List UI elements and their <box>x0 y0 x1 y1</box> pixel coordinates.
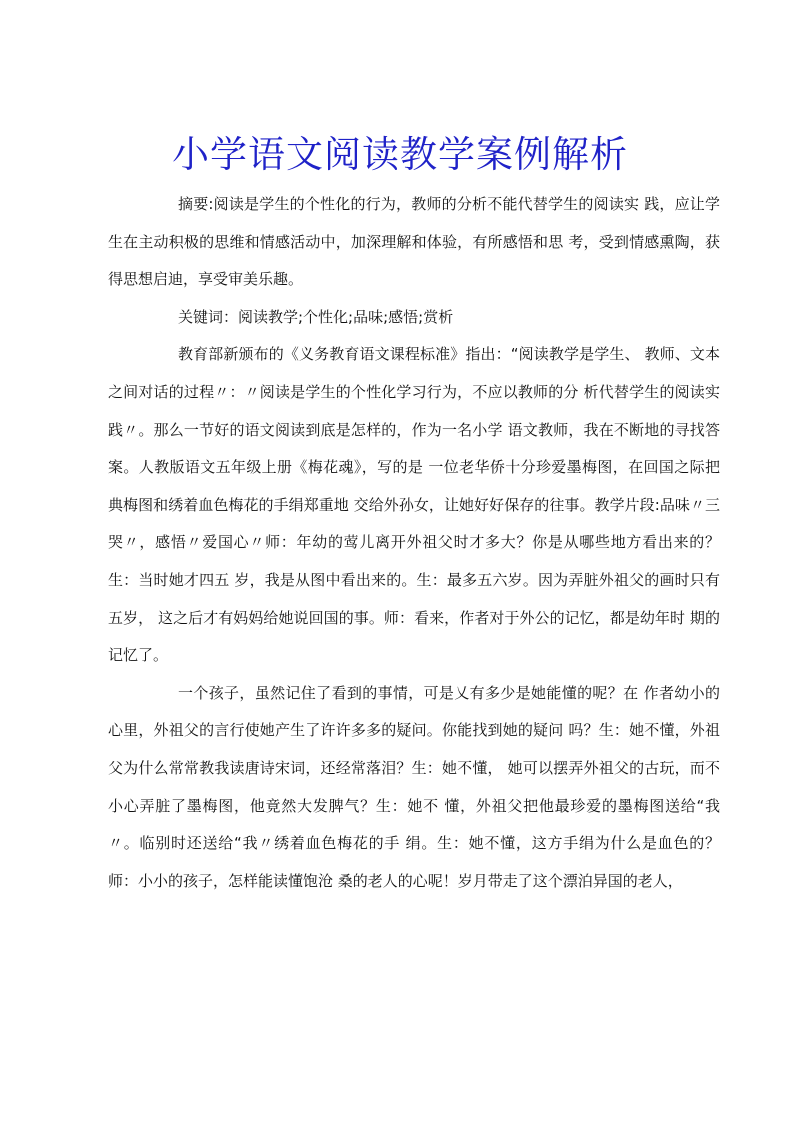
body-paragraph-2: 一个孩子，虽然记住了看到的事情，可是乂有多少是她能懂的呢？在 作者幼小的心里，外祖父的言行使她产生了许许多多的疑问。你能找到她的疑问 吗？生：她不懂，外祖父为什么常常教我读唐诗宋词，还经常落泪？生：她不懂， 她可以摆弄外祖父的古玩，而不小心弄脏了墨梅图，他竟然大发脾气？生：她不 懂，外祖父把他最珍爱的墨梅图送给“我〃。临别时还送给“我〃绣着血色梅花的手 绢。生：她不懂，这方手绢为什么是血色的？师：小小的孩子，怎样能读懂饱沧 桑的老人的心呢！岁月带走了这个漂泊异国的老人， <box>108 683 720 890</box>
abstract-paragraph: 摘要:阅读是学生的个性化的行为，教师的分析不能代替学生的阅读实 践，应让学生在主动积极的思维和情感活动中，加深理解和体验，有所感悟和思 考，受到情感熏陶，获得思想启迪，享受审美乐趣。 <box>108 195 720 289</box>
body-paragraph-1: 教育部新颁布的《义务教育语文课程标准》指出：“阅读教学是学生、 教师、文本之间对话的过程〃：〃阅读是学生的个性化学习行为，不应以教师的分 析代替学生的阅读实践〃。那么一节好的语文阅读到底是怎样的，作为一名小学 语文教师，我在不断地的寻找答案。人教版语文五年级上册《梅花魂》，写的是 一位老华侨十分珍爱墨梅图，在回国之际把典梅图和绣着血色梅花的手绢郑重地 交给外孙女，让她好好保存的往事。教学片段:品味〃三哭〃，感悟〃爱国心〃师：年幼的莺儿离开外祖父时才多大？你是从哪些地方看出来的？生：当时她才四五 岁，我是从图中看出来的。生：最多五六岁。因为弄脏外祖父的画时只有五岁， 这之后才有妈妈给她说回国的事。师：看来，作者对于外公的记忆，都是幼年时 期的记忆了。 <box>108 345 720 665</box>
keywords-paragraph: 关键词：阅读教学;个性化;品味;感悟;赏析 <box>178 307 454 326</box>
document-title: 小学语文阅读教学案例解析 <box>172 133 628 176</box>
document-body <box>108 186 720 900</box>
